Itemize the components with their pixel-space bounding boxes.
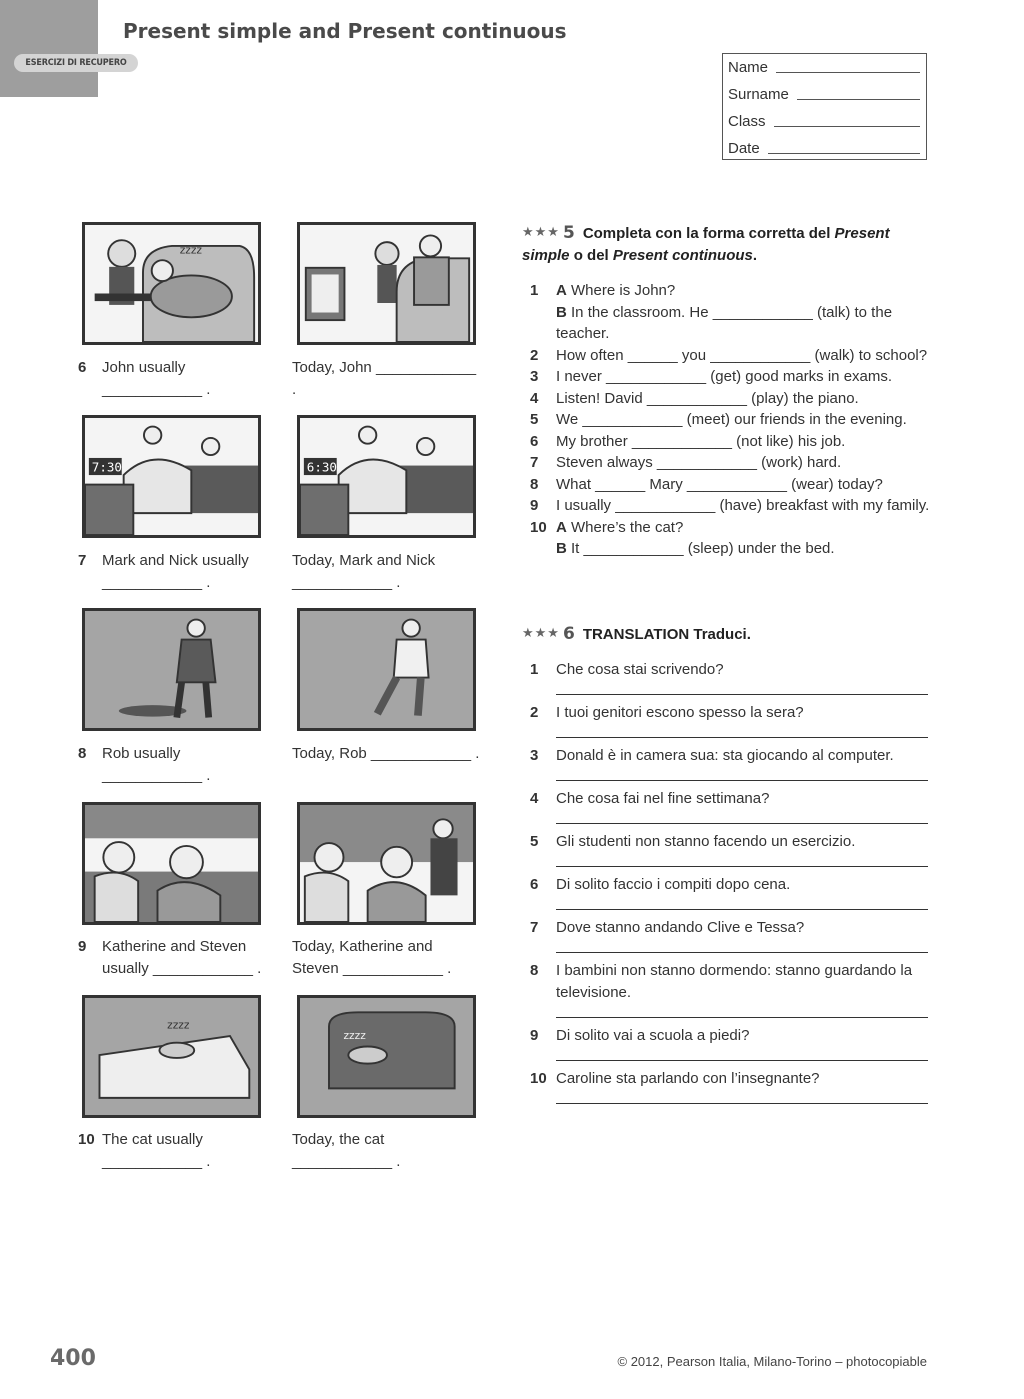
item-text: Where’s the cat? (566, 518, 684, 536)
picture-cat-on-bed (82, 995, 261, 1118)
item-text-with-blank[interactable]: Listen! David ____________ (play) the piano. (556, 389, 859, 407)
exercise-5-item (530, 345, 930, 367)
answer-line[interactable] (556, 1103, 928, 1104)
caption-text: Rob usually (102, 745, 181, 762)
caption-text: John usually (102, 359, 186, 376)
caption-10-usual (78, 1129, 211, 1173)
item-text-with-blank[interactable]: My brother ____________ (not like) his job. (556, 432, 846, 450)
caption-number: 9 (78, 938, 87, 955)
class-row (728, 110, 920, 130)
item-number: 8 (530, 475, 539, 493)
caption-6-usual (78, 357, 211, 401)
exercise-number: 5 (562, 223, 575, 243)
exercise-5-item (530, 280, 930, 345)
translation-item (530, 831, 928, 853)
caption-7-today (292, 550, 435, 594)
copyright-notice: © 2012, Pearson Italia, Milano-Torino – photocopiable (617, 1354, 927, 1369)
svg-text:zzzz: zzzz (343, 1029, 366, 1042)
picture-john-watching-tv (297, 222, 476, 345)
exercise-6-instruction (522, 622, 922, 646)
item-text: Caroline sta parlando con l’insegnante? (556, 1070, 820, 1087)
exercise-5-instruction (522, 221, 922, 267)
translation-item (530, 745, 928, 767)
exercise-5-item (530, 495, 930, 517)
caption-6-today (292, 357, 476, 401)
item-text: I tuoi genitori escono spesso la sera? (556, 704, 804, 721)
picture-mark-nick-wake-up-730 (82, 415, 261, 538)
caption-number: 10 (78, 1131, 95, 1148)
translation-item (530, 1025, 928, 1047)
item-text-with-blank[interactable]: I never ____________ (get) good marks in exams. (556, 368, 893, 385)
item-text-with-blank[interactable]: How often ______ you ____________ (walk) to school? (556, 346, 928, 364)
item-number: 4 (530, 389, 539, 407)
item-text-with-blank[interactable]: We ____________ (meet) our friends in the evening. (556, 411, 907, 428)
speaker-label: A (556, 518, 567, 536)
surname-row (728, 83, 920, 103)
item-text: Donald è in camera sua: sta giocando al computer. (556, 747, 894, 764)
item-text: Where is John? (566, 282, 676, 299)
item-number: 7 (530, 454, 539, 471)
translation-item (530, 659, 928, 681)
caption-blank[interactable]: ____________ . (102, 381, 211, 398)
item-text: I bambini non stanno dormendo: stanno guardando la televisione. (556, 962, 913, 1001)
caption-blank[interactable]: usually ____________ . (102, 960, 262, 977)
speaker-label: A (556, 282, 567, 299)
section-badge: ESERCIZI DI RECUPERO (14, 54, 138, 72)
caption-number: 6 (78, 359, 87, 376)
caption-blank[interactable]: ____________ . (102, 574, 211, 591)
answer-line[interactable] (556, 866, 928, 867)
name-row (728, 56, 920, 76)
picture-katherine-steven-restaurant (297, 802, 476, 925)
picture-cat-on-sofa (297, 995, 476, 1118)
caption-text: The cat usually (102, 1131, 203, 1148)
answer-line[interactable] (556, 909, 928, 910)
surname-field[interactable] (797, 98, 920, 100)
exercise-5-list (530, 280, 930, 560)
caption-text[interactable]: Today, Rob ____________ . (292, 745, 480, 762)
item-number: 4 (530, 790, 539, 807)
item-text: Che cosa stai scrivendo? (556, 661, 724, 678)
item-text: Dove stanno andando Clive e Tessa? (556, 919, 805, 936)
item-number: 2 (530, 704, 539, 721)
item-number: 5 (530, 411, 539, 428)
caption-blank[interactable]: ____________ . (102, 767, 211, 784)
item-number: 1 (530, 661, 539, 678)
caption-8-today (292, 743, 479, 765)
svg-text:zzzz: zzzz (167, 1019, 190, 1032)
exercise-5-item (530, 517, 930, 560)
item-number: 10 (530, 518, 547, 536)
caption-text[interactable]: Today, John ____________ (292, 359, 477, 376)
answer-line[interactable] (556, 952, 928, 953)
item-text-with-blank[interactable]: It ____________ (sleep) under the bed. (566, 540, 835, 557)
item-number: 9 (530, 497, 539, 514)
caption-text: Today, Mark and Nick (292, 552, 436, 569)
item-number: 8 (530, 962, 539, 979)
item-number: 3 (530, 368, 539, 385)
item-number: 1 (530, 282, 539, 299)
answer-line[interactable] (556, 737, 928, 738)
item-number: 10 (530, 1070, 547, 1087)
caption-blank[interactable]: ____________ . (102, 1153, 211, 1170)
caption-7-usual (78, 550, 249, 594)
caption-blank[interactable]: ____________ . (292, 574, 401, 591)
translation-item (530, 1068, 928, 1090)
caption-number: 7 (78, 552, 87, 569)
item-text-with-blank[interactable]: In the classroom. He ____________ (talk) to the teacher. (556, 303, 893, 342)
surname-label: Surname (728, 86, 789, 103)
answer-line[interactable] (556, 780, 928, 781)
caption-text: . (292, 381, 297, 398)
clock-time-right: 6:30 (306, 459, 338, 475)
caption-number: 8 (78, 745, 87, 762)
exercise-5-item (530, 474, 930, 496)
page-title: Present simple and Present continuous (123, 19, 567, 43)
answer-line[interactable] (556, 823, 928, 824)
picture-katherine-steven-cafe (82, 802, 261, 925)
caption-blank[interactable]: ____________ . (292, 1153, 401, 1170)
speaker-label: B (556, 303, 567, 321)
item-number: 6 (530, 432, 539, 450)
class-field[interactable] (774, 125, 920, 127)
picture-rob-in-suit (82, 608, 261, 731)
date-field[interactable] (768, 152, 920, 154)
picture-rob-casual (297, 608, 476, 731)
translation-item (530, 788, 928, 810)
translation-item (530, 960, 928, 1003)
answer-line[interactable] (556, 694, 928, 695)
difficulty-stars-icon: ★★★ (522, 224, 560, 239)
speaker-label: B (556, 540, 567, 557)
item-text-with-blank[interactable]: I usually ____________ (have) breakfast with my family. (556, 497, 930, 514)
item-number: 2 (530, 346, 539, 364)
date-label: Date (728, 140, 760, 157)
exercise-5-item (530, 366, 930, 388)
item-number: 6 (530, 876, 539, 893)
name-field[interactable] (776, 71, 920, 73)
instruction-text: Completa con la forma corretta del Present simple o del Present continuous. (522, 225, 890, 264)
answer-line[interactable] (556, 1060, 928, 1061)
translation-item (530, 917, 928, 939)
item-number: 9 (530, 1027, 539, 1044)
svg-text:zzzz: zzzz (179, 244, 203, 257)
difficulty-stars-icon: ★★★ (522, 625, 560, 640)
exercise-5-item (530, 431, 930, 453)
caption-text: Mark and Nick usually (102, 552, 249, 569)
caption-text: Today, Katherine and (292, 938, 433, 955)
name-label: Name (728, 59, 769, 76)
exercise-5-item (530, 388, 930, 410)
caption-text: Katherine and Steven (102, 938, 247, 955)
item-text: Di solito faccio i compiti dopo cena. (556, 876, 791, 893)
item-number: 5 (530, 833, 539, 850)
item-text: Che cosa fai nel fine settimana? (556, 790, 770, 807)
instruction-text: TRANSLATION Traduci. (582, 626, 751, 643)
answer-line[interactable] (556, 1017, 928, 1018)
item-number: 7 (530, 919, 539, 936)
caption-text: Today, the cat (292, 1131, 385, 1148)
translation-item (530, 874, 928, 896)
caption-9-usual (78, 936, 262, 980)
date-row (728, 137, 920, 157)
caption-10-today (292, 1129, 400, 1173)
student-info-box (722, 53, 927, 160)
caption-blank[interactable]: Steven ____________ . (292, 960, 452, 977)
translation-item (530, 702, 928, 724)
page-number: 400 (50, 1346, 96, 1371)
exercise-number: 6 (562, 624, 575, 644)
caption-9-today (292, 936, 451, 980)
item-number: 3 (530, 747, 539, 764)
class-label: Class (728, 113, 766, 130)
picture-mark-nick-wake-up-630 (297, 415, 476, 538)
item-text-with-blank[interactable]: What ______ Mary ____________ (wear) today? (556, 475, 883, 493)
section-tab-block (0, 0, 98, 97)
item-text: Di solito vai a scuola a piedi? (556, 1027, 750, 1044)
item-text: Gli studenti non stanno facendo un esercizio. (556, 833, 856, 850)
exercise-5-item (530, 452, 930, 474)
picture-john-sleeping-armchair (82, 222, 261, 345)
clock-time-left: 7:30 (91, 459, 123, 475)
exercise-5-item (530, 409, 930, 431)
caption-8-usual (78, 743, 211, 787)
item-text-with-blank[interactable]: Steven always ____________ (work) hard. (556, 454, 842, 471)
